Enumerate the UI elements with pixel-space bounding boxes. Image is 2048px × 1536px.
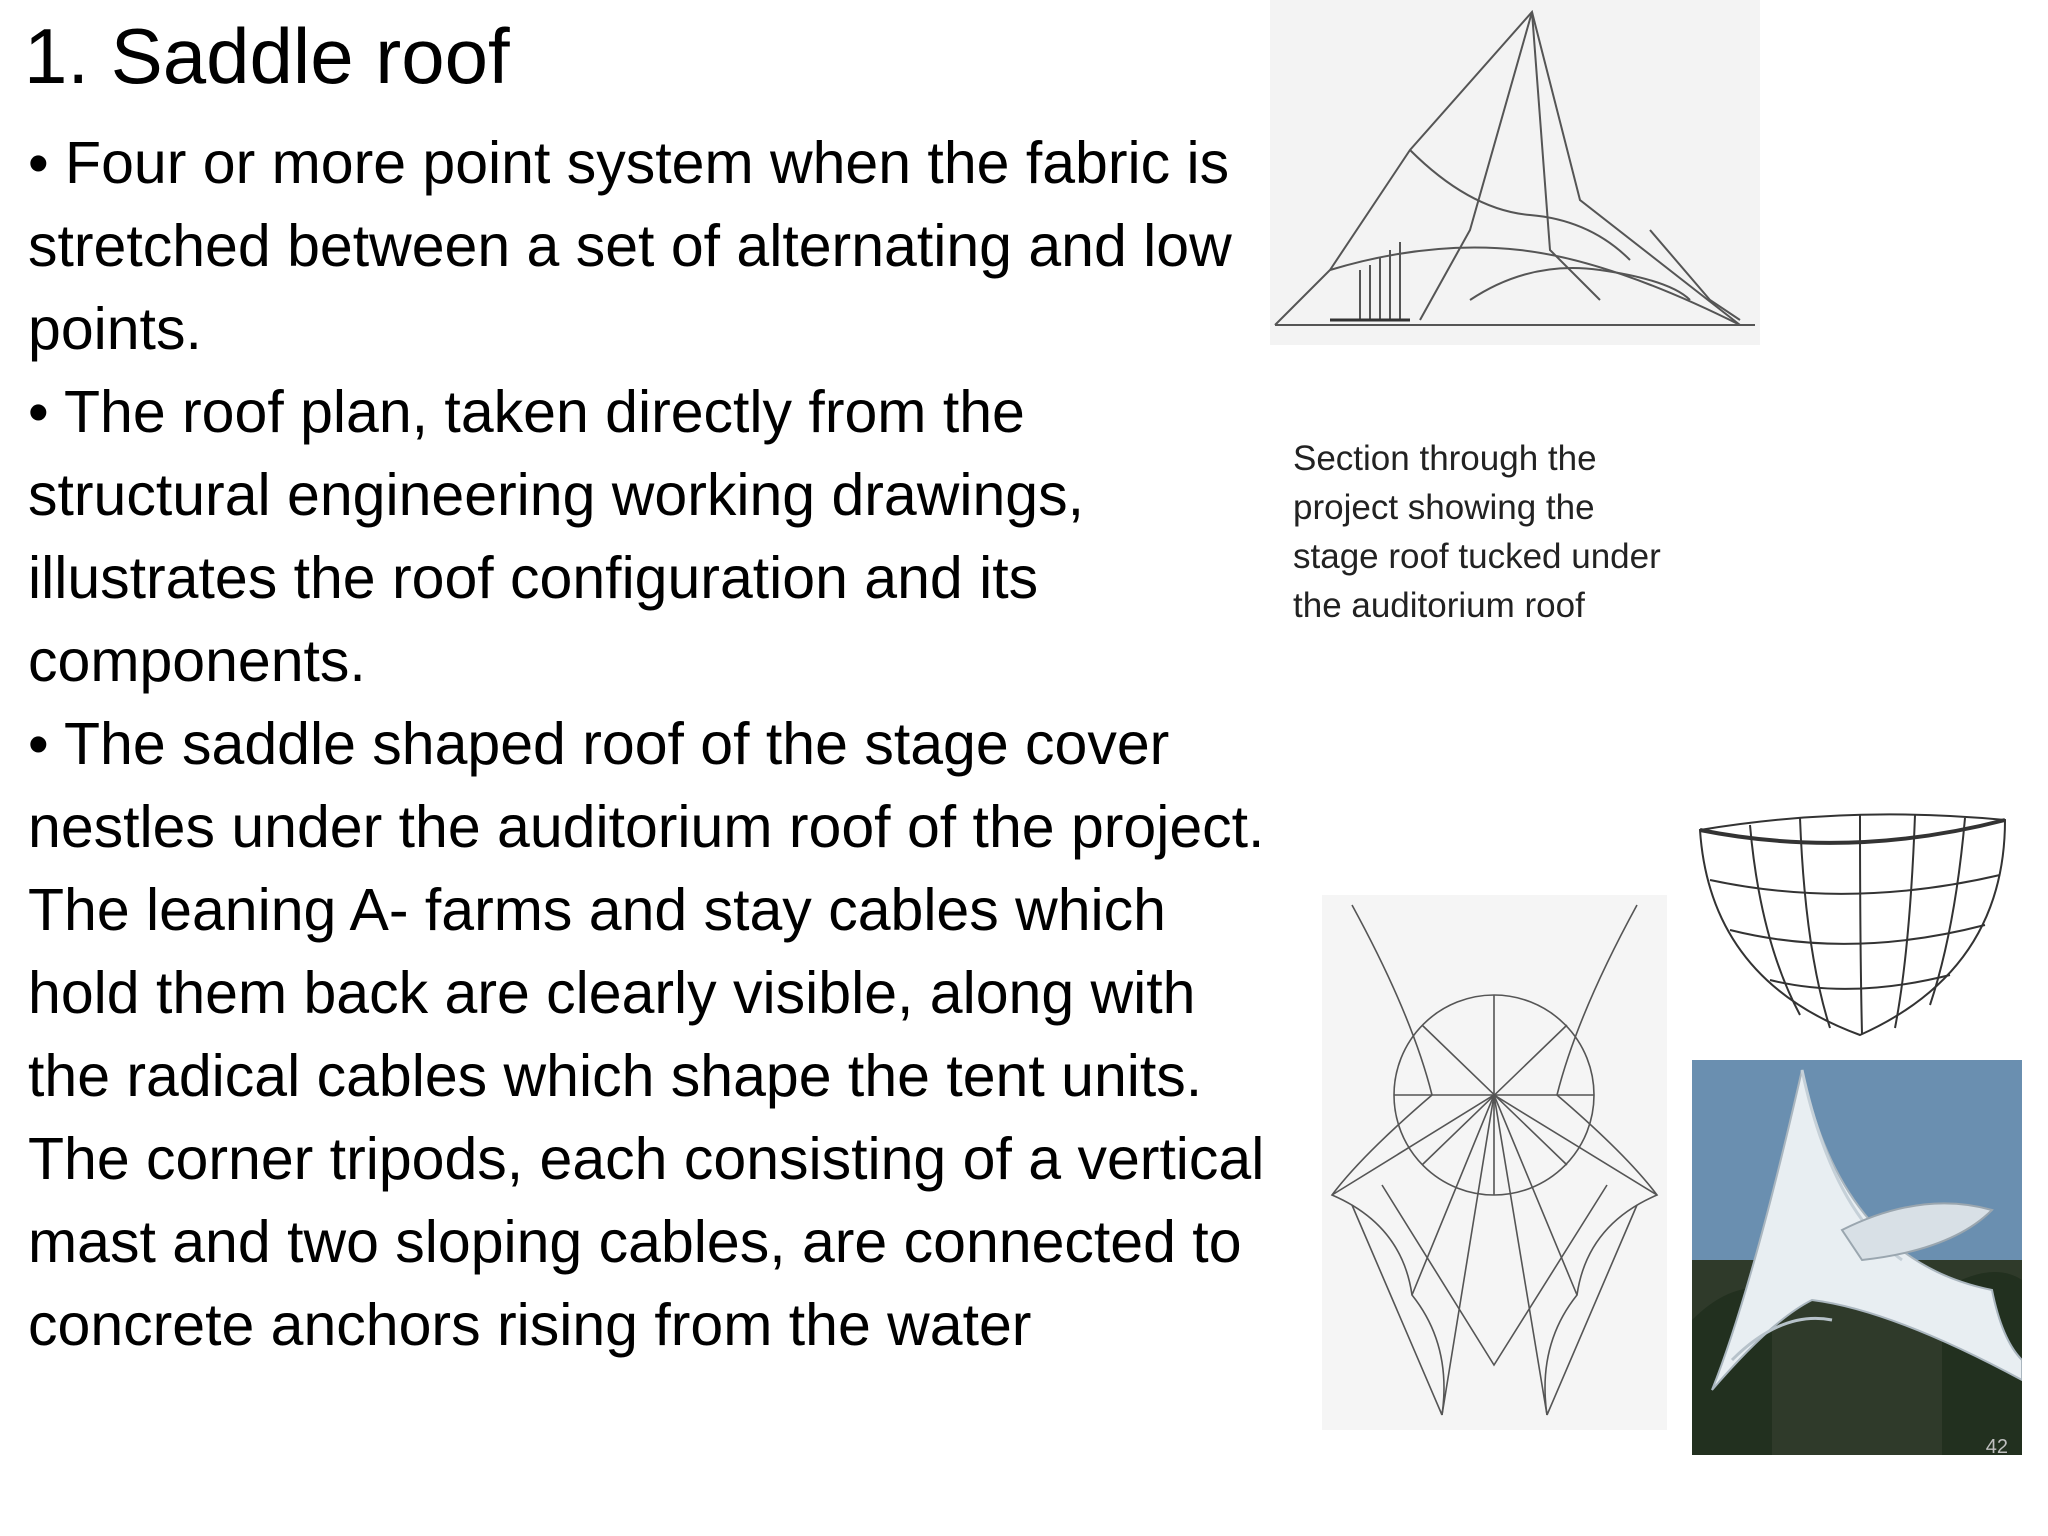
- section-sketch-figure: [1270, 0, 1760, 345]
- page-number: 42: [1985, 1436, 2008, 1458]
- saddle-surface-drawing: [1690, 800, 2015, 1045]
- roof-plan-drawing: [1322, 895, 1667, 1430]
- bullet-item: • Four or more point system when the fabric is stretched between a set of alternating and low points.: [28, 130, 1232, 362]
- bullet-list: [28, 122, 1268, 1367]
- caption-line: the auditorium roof: [1293, 586, 1585, 625]
- bullet-item: • The saddle shaped roof of the stage cover nestles under the auditorium roof of the project. The leaning A- farms and stay cables which hold them back are clearly visible, along with the radical cables which shape the tent units. The corner tripods, each consisting of a vertical mast and two sloping cables, are connected to concrete anchors rising from the water: [28, 711, 1265, 1358]
- section-sketch-drawing: [1270, 0, 1760, 345]
- slide-title: 1. Saddle roof: [24, 12, 510, 100]
- caption-line: Section through the: [1293, 439, 1597, 478]
- bullet-item: • The roof plan, taken directly from the structural engineering working drawings, illustrates the roof configuration and its components.: [28, 379, 1084, 694]
- caption-line: project showing the: [1293, 488, 1595, 527]
- tent-photo-figure: [1692, 1060, 2022, 1455]
- figure-caption: [1293, 434, 1723, 630]
- roof-plan-figure: [1322, 895, 1667, 1430]
- caption-line: stage roof tucked under: [1293, 537, 1661, 576]
- tent-photo: [1692, 1060, 2022, 1455]
- saddle-surface-figure: [1690, 800, 2015, 1045]
